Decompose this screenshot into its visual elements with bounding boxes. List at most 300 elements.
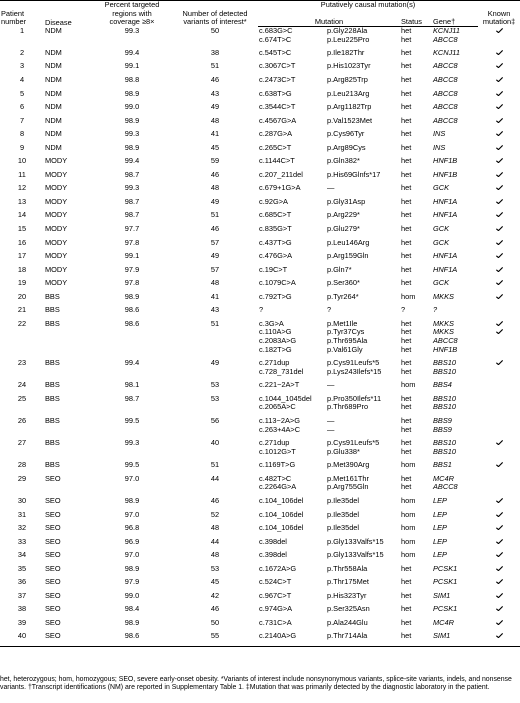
mutation-protein-cell xyxy=(326,619,400,633)
zygosity-status: het xyxy=(401,197,412,206)
protein-change: p.Gly133Valfs*15 xyxy=(327,551,384,560)
cdna-change: c.104_106del xyxy=(259,497,304,505)
gene-symbol: BBS10 xyxy=(433,446,457,456)
coverage-cell: 99.3 xyxy=(124,439,140,448)
known-mutation-cell xyxy=(478,90,520,104)
patient-number-cell: 31 xyxy=(17,510,27,519)
disease-cell: SEO xyxy=(45,605,61,614)
table-row xyxy=(0,381,520,395)
gene-symbol: HNF1B xyxy=(433,344,458,354)
gene-cell xyxy=(432,565,478,579)
table-row xyxy=(0,475,520,497)
disease-cell: MODY xyxy=(45,279,68,288)
table-row xyxy=(0,239,520,253)
mutation-protein-cell xyxy=(326,511,400,525)
known-mutation-cell xyxy=(478,417,520,439)
disease-cell: MODY xyxy=(45,252,68,261)
protein-change: p.Thr695Ala xyxy=(327,336,368,346)
zygosity-status: het xyxy=(401,184,412,193)
table-row xyxy=(0,225,520,239)
mutation-cdna-cell xyxy=(258,632,326,646)
table-row xyxy=(0,252,520,266)
patient-number-cell: 4 xyxy=(19,76,25,85)
coverage-cell: 98.7 xyxy=(124,170,140,179)
protein-change: p.Gly133Valfs*15 xyxy=(327,537,384,546)
table-row xyxy=(0,538,520,552)
table-row xyxy=(0,605,520,619)
known-mutation-mark xyxy=(479,565,519,574)
mutation-cdna-cell xyxy=(258,475,326,497)
table-row xyxy=(0,439,520,461)
zygosity-status: het xyxy=(401,48,412,57)
known-mutation-mark xyxy=(479,320,519,329)
protein-change: — xyxy=(327,424,335,434)
known-mutation-cell xyxy=(478,497,520,511)
disease-cell: NDM xyxy=(45,103,62,112)
check-mark-icon xyxy=(496,593,503,598)
coverage-cell: 98.9 xyxy=(124,618,140,627)
detected-variants-cell: 46 xyxy=(210,170,220,179)
known-mutation-cell xyxy=(478,565,520,579)
status-cell xyxy=(400,211,432,225)
check-mark-icon xyxy=(496,539,503,544)
zygosity-status: hom xyxy=(401,381,416,390)
mutation-cdna-cell xyxy=(258,252,326,266)
gene-symbol: BBS9 xyxy=(433,417,452,426)
check-mark-icon xyxy=(496,552,503,557)
protein-change: p.His323Tyr xyxy=(327,591,367,600)
zygosity-status: het xyxy=(401,632,412,641)
protein-change: p.Ile35del xyxy=(327,510,360,519)
cdna-change: c.731C>A xyxy=(259,618,292,627)
mutation-protein-cell xyxy=(326,211,400,225)
status-cell xyxy=(400,592,432,606)
mutation-protein-cell xyxy=(326,103,400,117)
mutation-protein-cell xyxy=(326,497,400,511)
known-mutation-mark xyxy=(479,35,519,44)
header-known-mutation: Known mutation‡ xyxy=(478,1,520,27)
cdna-change: c.476G>A xyxy=(259,252,293,261)
mutation-cdna-cell xyxy=(258,293,326,307)
mutation-cdna-cell xyxy=(258,49,326,63)
cdna-change: c.1044_1045del xyxy=(259,394,312,403)
cdna-change: c.2065A>C xyxy=(259,402,296,412)
mutation-protein-cell xyxy=(326,90,400,104)
gene-cell xyxy=(432,395,478,417)
gene-cell xyxy=(432,252,478,266)
protein-change: p.Ile182Thr xyxy=(327,48,365,57)
status-cell xyxy=(400,184,432,198)
table-row xyxy=(0,565,520,579)
detected-variants-cell: 51 xyxy=(210,62,220,71)
detected-variants-cell: 50 xyxy=(210,26,220,35)
known-mutation-mark xyxy=(479,144,519,153)
gene-symbol: HNF1A xyxy=(433,211,458,220)
protein-change: p.Thr558Ala xyxy=(327,564,368,573)
known-mutation-cell xyxy=(478,27,520,49)
protein-change: p.Pro350Ilefs*11 xyxy=(327,394,382,403)
detected-variants-cell: 49 xyxy=(210,103,220,112)
mutation-cdna-cell xyxy=(258,497,326,511)
disease-cell: BBS xyxy=(45,292,60,301)
zygosity-status: het xyxy=(401,170,412,179)
zygosity-status: het xyxy=(401,319,412,328)
known-mutation-mark xyxy=(479,395,519,404)
mutation-cdna-cell xyxy=(258,461,326,475)
detected-variants-cell: 53 xyxy=(210,394,220,403)
table-row xyxy=(0,279,520,293)
check-mark-icon xyxy=(496,462,503,467)
known-mutation-cell xyxy=(478,171,520,185)
known-mutation-mark xyxy=(479,211,519,220)
gene-cell xyxy=(432,461,478,475)
known-mutation-cell xyxy=(478,551,520,565)
zygosity-status: hom xyxy=(401,524,416,533)
coverage-cell: 98.9 xyxy=(124,116,140,125)
protein-change: p.Val1523Met xyxy=(327,116,373,125)
patient-number-cell: 33 xyxy=(17,537,27,546)
table-row xyxy=(0,632,520,646)
mutation-protein-cell xyxy=(326,144,400,158)
protein-change: p.Gln382* xyxy=(327,157,360,166)
gene-symbol: BBS10 xyxy=(433,439,457,448)
known-mutation-mark xyxy=(479,632,519,641)
known-mutation-mark xyxy=(479,417,519,426)
header-patient-number: Patient number xyxy=(0,1,44,27)
mutation-cdna-cell xyxy=(258,279,326,293)
check-mark-icon xyxy=(496,633,503,638)
gene-cell xyxy=(432,27,478,49)
mutation-cdna-cell xyxy=(258,417,326,439)
known-mutation-mark xyxy=(479,551,519,560)
status-cell xyxy=(400,130,432,144)
header-coverage: Percent targeted regions with coverage ≥8× xyxy=(92,1,172,27)
known-mutation-cell xyxy=(478,62,520,76)
zygosity-status: het xyxy=(401,103,412,112)
gene-symbol: KCNJ11 xyxy=(433,48,460,57)
disease-cell: SEO xyxy=(45,497,61,505)
table-row xyxy=(0,417,520,439)
table-row xyxy=(0,62,520,76)
known-mutation-cell xyxy=(478,538,520,552)
gene-cell xyxy=(432,103,478,117)
table-row xyxy=(0,293,520,307)
disease-cell: NDM xyxy=(45,62,62,71)
zygosity-status: het xyxy=(401,143,412,152)
mutation-cdna-cell xyxy=(258,76,326,90)
mutation-cdna-cell xyxy=(258,171,326,185)
protein-change: p.Cys91Leufs*5 xyxy=(327,439,380,448)
cdna-change: c.271dup xyxy=(259,359,290,368)
detected-variants-cell: 55 xyxy=(172,632,258,646)
zygosity-status: het xyxy=(401,89,412,98)
coverage-cell: 98.7 xyxy=(124,197,140,206)
patient-number-cell: 5 xyxy=(19,89,25,98)
detected-variants-cell: 45 xyxy=(210,143,220,152)
cdna-change: c.19C>T xyxy=(259,265,288,274)
gene-cell xyxy=(432,198,478,212)
gene-symbol: BBS10 xyxy=(433,394,457,403)
gene-cell xyxy=(432,381,478,395)
cdna-change: c.792T>G xyxy=(259,292,292,301)
coverage-cell: 99.0 xyxy=(124,103,140,112)
table-row xyxy=(0,117,520,131)
cdna-change: c.482T>C xyxy=(259,474,292,483)
patient-number-cell: 13 xyxy=(17,197,27,206)
coverage-cell: 98.7 xyxy=(124,211,140,220)
gene-symbol: BBS10 xyxy=(433,359,457,368)
known-mutation-mark xyxy=(479,461,519,470)
check-mark-icon xyxy=(496,77,503,82)
status-cell xyxy=(400,619,432,633)
disease-cell: MODY xyxy=(45,184,68,193)
detected-variants-cell: 38 xyxy=(210,48,220,57)
status-cell xyxy=(400,144,432,158)
cdna-change: c.2473C>T xyxy=(259,76,296,85)
patient-number-cell: 29 xyxy=(17,474,27,483)
protein-change: p.Ser360* xyxy=(327,279,360,288)
disease-cell: BBS xyxy=(45,381,60,390)
status-cell xyxy=(400,565,432,579)
patient-number-cell: 27 xyxy=(17,439,27,448)
protein-change: p.Ile35del xyxy=(327,524,360,533)
mutation-cdna-cell xyxy=(258,157,326,171)
table-row xyxy=(0,497,520,511)
known-mutation-mark xyxy=(479,130,519,139)
status-cell xyxy=(400,605,432,619)
disease-cell: MODY xyxy=(45,211,68,220)
cdna-change: c.265C>T xyxy=(259,143,292,152)
mutation-cdna-cell xyxy=(258,184,326,198)
gene-cell xyxy=(432,511,478,525)
disease-cell: SEO xyxy=(45,578,61,587)
table-row xyxy=(0,198,520,212)
known-mutation-mark xyxy=(479,266,519,275)
status-cell xyxy=(400,27,432,49)
gene-cell xyxy=(432,62,478,76)
detected-variants-cell: 50 xyxy=(210,618,220,627)
table-row xyxy=(0,76,520,90)
gene-symbol: KCNJ11 xyxy=(433,26,460,36)
detected-variants-cell: 51 xyxy=(210,211,220,220)
cdna-change: c.182T>G xyxy=(259,344,292,354)
detected-variants-cell: 48 xyxy=(210,116,220,125)
cdna-change: c.104_106del xyxy=(259,524,304,533)
patient-number-cell: 3 xyxy=(19,62,25,71)
mutation-cdna-cell xyxy=(258,524,326,538)
protein-change: p.His1023Tyr xyxy=(327,62,371,71)
zygosity-status: het xyxy=(401,252,412,261)
gene-cell xyxy=(432,184,478,198)
gene-cell xyxy=(432,211,478,225)
mutation-protein-cell xyxy=(326,461,400,475)
gene-cell xyxy=(432,592,478,606)
mutation-protein-cell xyxy=(326,225,400,239)
detected-variants-cell: 57 xyxy=(210,238,220,247)
status-cell xyxy=(400,439,432,461)
gene-symbol: HNF1B xyxy=(433,157,458,166)
disease-cell: BBS xyxy=(45,417,60,426)
mutation-protein-cell xyxy=(326,306,400,320)
known-mutation-cell xyxy=(478,359,520,381)
disease-cell: NDM xyxy=(45,89,62,98)
known-mutation-mark xyxy=(479,337,519,346)
protein-change: p.Lys243Ilefs*15 xyxy=(327,366,382,376)
disease-cell: BBS xyxy=(45,359,60,368)
status-cell xyxy=(400,90,432,104)
mutation-cdna-cell xyxy=(258,306,326,320)
cdna-change: c.524C>T xyxy=(259,578,292,587)
protein-change: p.Arg755Gln xyxy=(327,482,369,492)
coverage-cell: 98.9 xyxy=(124,143,140,152)
patient-number-cell: 19 xyxy=(17,279,27,288)
mutation-protein-cell xyxy=(326,395,400,417)
patient-number-cell: 17 xyxy=(17,252,27,261)
zygosity-status: het xyxy=(401,605,412,614)
cdna-change: c.2140A>G xyxy=(259,632,297,641)
patient-number-cell: 37 xyxy=(17,591,27,600)
known-mutation-cell xyxy=(478,605,520,619)
gene-symbol: INS xyxy=(433,130,446,139)
coverage-cell: 96.8 xyxy=(124,524,140,533)
known-mutation-mark xyxy=(479,198,519,207)
known-mutation-mark xyxy=(479,103,519,112)
check-mark-icon xyxy=(496,440,503,445)
detected-variants-cell: 46 xyxy=(210,225,220,234)
table-row xyxy=(0,184,520,198)
status-cell xyxy=(400,417,432,439)
status-cell xyxy=(400,551,432,565)
coverage-cell: 97.0 xyxy=(124,474,140,483)
check-mark-icon xyxy=(496,579,503,584)
gene-symbol: BBS1 xyxy=(433,461,452,470)
known-mutation-mark xyxy=(479,239,519,248)
check-mark-icon xyxy=(496,525,503,530)
known-mutation-cell xyxy=(478,211,520,225)
check-mark-icon xyxy=(496,253,503,258)
status-cell xyxy=(400,306,432,320)
check-mark-icon xyxy=(496,118,503,123)
known-mutation-cell xyxy=(478,103,520,117)
zygosity-status: hom xyxy=(401,537,416,546)
known-mutation-mark xyxy=(479,359,519,368)
known-mutation-cell xyxy=(478,117,520,131)
cdna-change: c.1169T>G xyxy=(259,461,296,470)
status-cell xyxy=(400,359,432,381)
detected-variants-cell: 51 xyxy=(210,319,220,328)
header-gene: Gene† xyxy=(432,14,478,27)
table-row xyxy=(0,103,520,117)
zygosity-status: ? xyxy=(401,306,406,315)
gene-symbol: BBS4 xyxy=(433,381,452,390)
status-cell xyxy=(400,103,432,117)
mutation-cdna-cell xyxy=(258,395,326,417)
mutation-protein-cell xyxy=(326,320,400,359)
known-mutation-cell xyxy=(478,381,520,395)
cdna-change: c.271dup xyxy=(259,439,290,448)
coverage-cell: 99.5 xyxy=(124,417,140,426)
gene-symbol: ABCC8 xyxy=(433,103,458,112)
mutation-protein-cell xyxy=(326,565,400,579)
mutation-protein-cell xyxy=(326,551,400,565)
cdna-change: c.92G>A xyxy=(259,197,288,206)
check-mark-icon xyxy=(496,158,503,163)
patient-number-cell: 26 xyxy=(17,417,27,426)
protein-change: — xyxy=(327,417,335,426)
cdna-change: c.728_731del xyxy=(259,366,304,376)
check-mark-icon xyxy=(496,606,503,611)
mutation-cdna-cell xyxy=(258,239,326,253)
gene-symbol: GCK xyxy=(433,225,450,234)
known-mutation-mark xyxy=(479,328,519,337)
known-mutation-cell xyxy=(478,395,520,417)
cdna-change: c.2083A>G xyxy=(259,336,297,346)
detected-variants-cell: 53 xyxy=(210,381,220,390)
known-mutation-mark xyxy=(479,76,519,85)
patient-number-cell: 24 xyxy=(17,381,27,390)
coverage-cell: 99.4 xyxy=(124,157,140,166)
cdna-change: c.113−2A>G xyxy=(259,417,300,426)
detected-variants-cell: 44 xyxy=(210,474,220,483)
gene-symbol: GCK xyxy=(433,184,450,193)
known-mutation-mark xyxy=(479,619,519,628)
status-cell xyxy=(400,461,432,475)
mutation-cdna-cell xyxy=(258,144,326,158)
disease-cell: BBS xyxy=(45,319,60,328)
zygosity-status: het xyxy=(401,279,412,288)
cdna-change: c.1144C>T xyxy=(259,157,295,166)
gene-symbol: ABCC8 xyxy=(433,62,458,71)
mutation-cdna-cell xyxy=(258,103,326,117)
check-mark-icon xyxy=(496,91,503,96)
disease-cell: MODY xyxy=(45,170,68,179)
detected-variants-cell: 41 xyxy=(210,292,220,301)
known-mutation-mark xyxy=(479,306,519,315)
known-mutation-cell xyxy=(478,306,520,320)
known-mutation-cell xyxy=(478,619,520,633)
coverage-cell: 99.3 xyxy=(124,26,140,35)
zygosity-status: het xyxy=(401,26,412,36)
cdna-change: c.437T>G xyxy=(259,238,292,247)
patient-number-cell: 32 xyxy=(17,524,27,533)
mutation-cdna-cell xyxy=(258,130,326,144)
table-row xyxy=(0,90,520,104)
check-mark-icon xyxy=(496,63,503,68)
known-mutation-cell xyxy=(478,461,520,475)
detected-variants-cell: 44 xyxy=(210,537,220,546)
protein-change: p.Gly228Ala xyxy=(327,26,368,36)
known-mutation-cell xyxy=(478,239,520,253)
patient-number-cell: 28 xyxy=(17,461,27,470)
protein-change: p.Arg159Gln xyxy=(327,252,369,261)
known-mutation-mark xyxy=(479,592,519,601)
check-mark-icon xyxy=(496,280,503,285)
mutation-protein-cell xyxy=(326,293,400,307)
check-mark-icon xyxy=(496,50,503,55)
mutation-cdna-cell xyxy=(258,439,326,461)
zygosity-status: het xyxy=(401,238,412,247)
protein-change: p.Tyr37Cys xyxy=(327,327,365,337)
gene-symbol: PCSK1 xyxy=(433,578,458,587)
status-cell xyxy=(400,171,432,185)
disease-cell: NDM xyxy=(45,48,62,57)
table-row xyxy=(0,171,520,185)
cdna-change: c.207_211del xyxy=(259,170,303,179)
cdna-change: c.1079C>A xyxy=(259,279,296,288)
mutation-cdna-cell xyxy=(258,117,326,131)
protein-change: p.Arg1182Trp xyxy=(327,103,372,112)
mutation-protein-cell xyxy=(326,130,400,144)
